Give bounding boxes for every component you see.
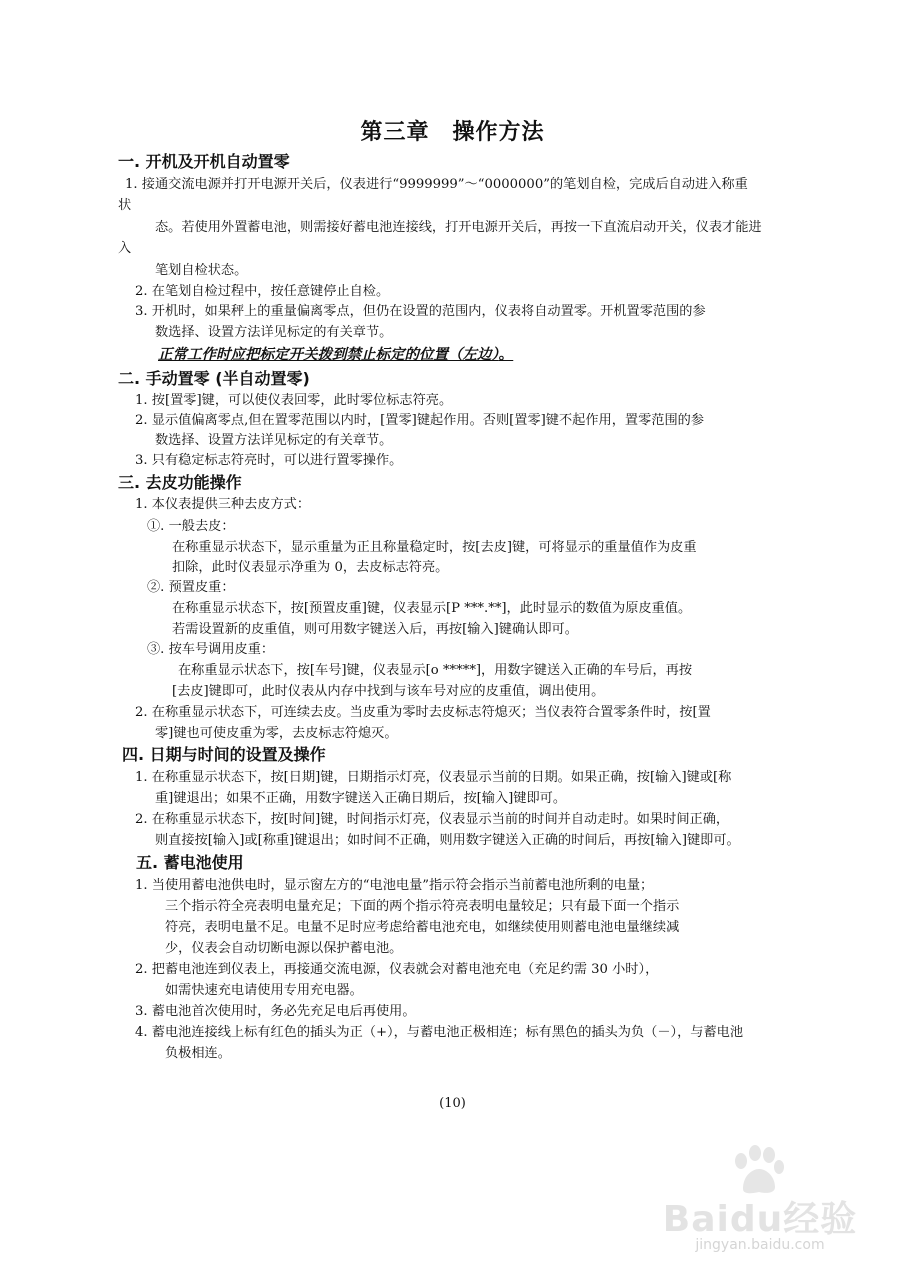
text-line: 状 xyxy=(118,198,132,213)
text-line: 2. 在称重显示状态下，按[时间]键，时间指示灯亮，仪表显示当前的时间并自动走时。如果时间正确， xyxy=(135,812,730,827)
text-line: 则直接按[输入]或[称重]键退出；如时间不正确，则用数字键送入正确的时间后，再按[输入]键即可。 xyxy=(155,833,740,848)
section-heading: 二. 手动置零 (半自动置零) xyxy=(118,369,310,388)
text-line: 态。若使用外置蓄电池，则需接好蓄电池连接线，打开电源开关后，再按一下直流启动开关，仪表才能进 xyxy=(155,220,762,235)
text-line: 符亮，表明电量不足。电量不足时应考虑给蓄电池充电，如继续使用则蓄电池电量继续减 xyxy=(165,920,680,935)
text-line: 1. 在称重显示状态下，按[日期]键，日期指示灯亮，仪表显示当前的日期。如果正确，按[输入]键或[称 xyxy=(135,770,732,785)
text-line: 2. 把蓄电池连到仪表上，再接通交流电源，仪表就会对蓄电池充电（充足约需 30 小时）， xyxy=(135,962,659,977)
text-line: ③. 按车号调用皮重： xyxy=(147,642,275,657)
text-line: 在称重显示状态下，按[车号]键，仪表显示[o *****]，用数字键送入正确的车号后，再按 xyxy=(178,663,693,678)
page-number: (10) xyxy=(439,1096,466,1111)
text-line: ①. 一般去皮： xyxy=(147,519,235,534)
text-line: [去皮]键即可，此时仪表从内存中找到与该车号对应的皮重值，调出使用。 xyxy=(172,684,605,699)
baidu-watermark xyxy=(645,1145,875,1255)
text-line: 入 xyxy=(118,241,132,256)
watermark-brand: Baidu经验 xyxy=(662,1199,858,1240)
text-line: 2. 在笔划自检过程中，按任意键停止自检。 xyxy=(135,284,390,299)
section-heading: 三. 去皮功能操作 xyxy=(118,473,242,492)
section-heading: 五. 蓄电池使用 xyxy=(136,853,244,872)
text-line: 扣除，此时仪表显示净重为 0，去皮标志符亮。 xyxy=(172,560,449,575)
emphasis-text: 正常工作时应把标定开关拨到禁止标定的位置（左边） xyxy=(158,346,499,363)
text-line: ②. 预置皮重： xyxy=(147,580,235,595)
chapter-title: 第三章 操作方法 xyxy=(360,119,545,145)
text-line: 4. 蓄电池连接线上标有红色的插头为正（+），与蓄电池正极相连；标有黑色的插头为负（－），与蓄电池 xyxy=(135,1025,744,1040)
text-line: 负极相连。 xyxy=(165,1046,231,1061)
text-line: 数选择、设置方法详见标定的有关章节。 xyxy=(155,433,393,448)
text-line: 2. 在称重显示状态下，可连续去皮。当皮重为零时去皮标志符熄灭；当仪表符合置零条件时，按[置 xyxy=(135,705,711,720)
text-line: 3. 蓄电池首次使用时，务必先充足电后再使用。 xyxy=(135,1004,416,1019)
text-line: 零]键也可使皮重为零，去皮标志符熄灭。 xyxy=(155,726,398,741)
text-line: 1. 接通交流电源并打开电源开关后，仪表进行“9999999”～“0000000”的笔划自检，完成后自动进入称重 xyxy=(125,177,748,192)
text-line: 如需快速充电请使用专用充电器。 xyxy=(165,983,363,998)
text-line: 1. 按[置零]键，可以使仪表回零，此时零位标志符亮。 xyxy=(135,393,453,408)
baidu-paw-icon xyxy=(723,1145,793,1195)
text-line: 1. 本仪表提供三种去皮方式： xyxy=(135,497,311,512)
emphasis-end: 。 xyxy=(498,346,514,363)
text-line: 重]键退出；如果不正确，用数字键送入正确日期后，按[输入]键即可。 xyxy=(155,791,567,806)
text-line: 1. 当使用蓄电池供电时，显示窗左方的“电池电量”指示符会指示当前蓄电池所剩的电量； xyxy=(135,878,654,893)
text-line: 3. 只有稳定标志符亮时，可以进行置零操作。 xyxy=(135,453,403,468)
watermark-url: jingyan.baidu.com xyxy=(695,1237,825,1253)
text-line: 笔划自检状态。 xyxy=(155,263,248,278)
text-line: 3. 开机时，如果秤上的重量偏离零点，但仍在设置的范围内，仪表将自动置零。开机置零范围的参 xyxy=(135,304,706,319)
section-heading: 一. 开机及开机自动置零 xyxy=(118,152,290,171)
text-line: 在称重显示状态下，显示重量为正且称量稳定时，按[去皮]键，可将显示的重量值作为皮重 xyxy=(172,540,697,555)
text-line: 2. 显示值偏离零点,但在置零范围以内时，[置零]键起作用。否则[置零]键不起作用，置零范围的参 xyxy=(135,413,705,428)
text-line: 三个指示符全亮表明电量充足；下面的两个指示符亮表明电量较足；只有最下面一个指示 xyxy=(165,899,680,914)
text-line: 数选择、设置方法详见标定的有关章节。 xyxy=(155,325,393,340)
text-line: 少，仪表会自动切断电源以保护蓄电池。 xyxy=(165,941,403,956)
section-heading: 四. 日期与时间的设置及操作 xyxy=(122,745,326,764)
emphasis-note xyxy=(158,345,513,365)
text-line: 若需设置新的皮重值，则可用数字键送入后，再按[输入]键确认即可。 xyxy=(172,622,578,637)
text-line: 在称重显示状态下，按[预置皮重]键，仪表显示[P ***.**]，此时显示的数值为原皮重值。 xyxy=(172,601,692,616)
